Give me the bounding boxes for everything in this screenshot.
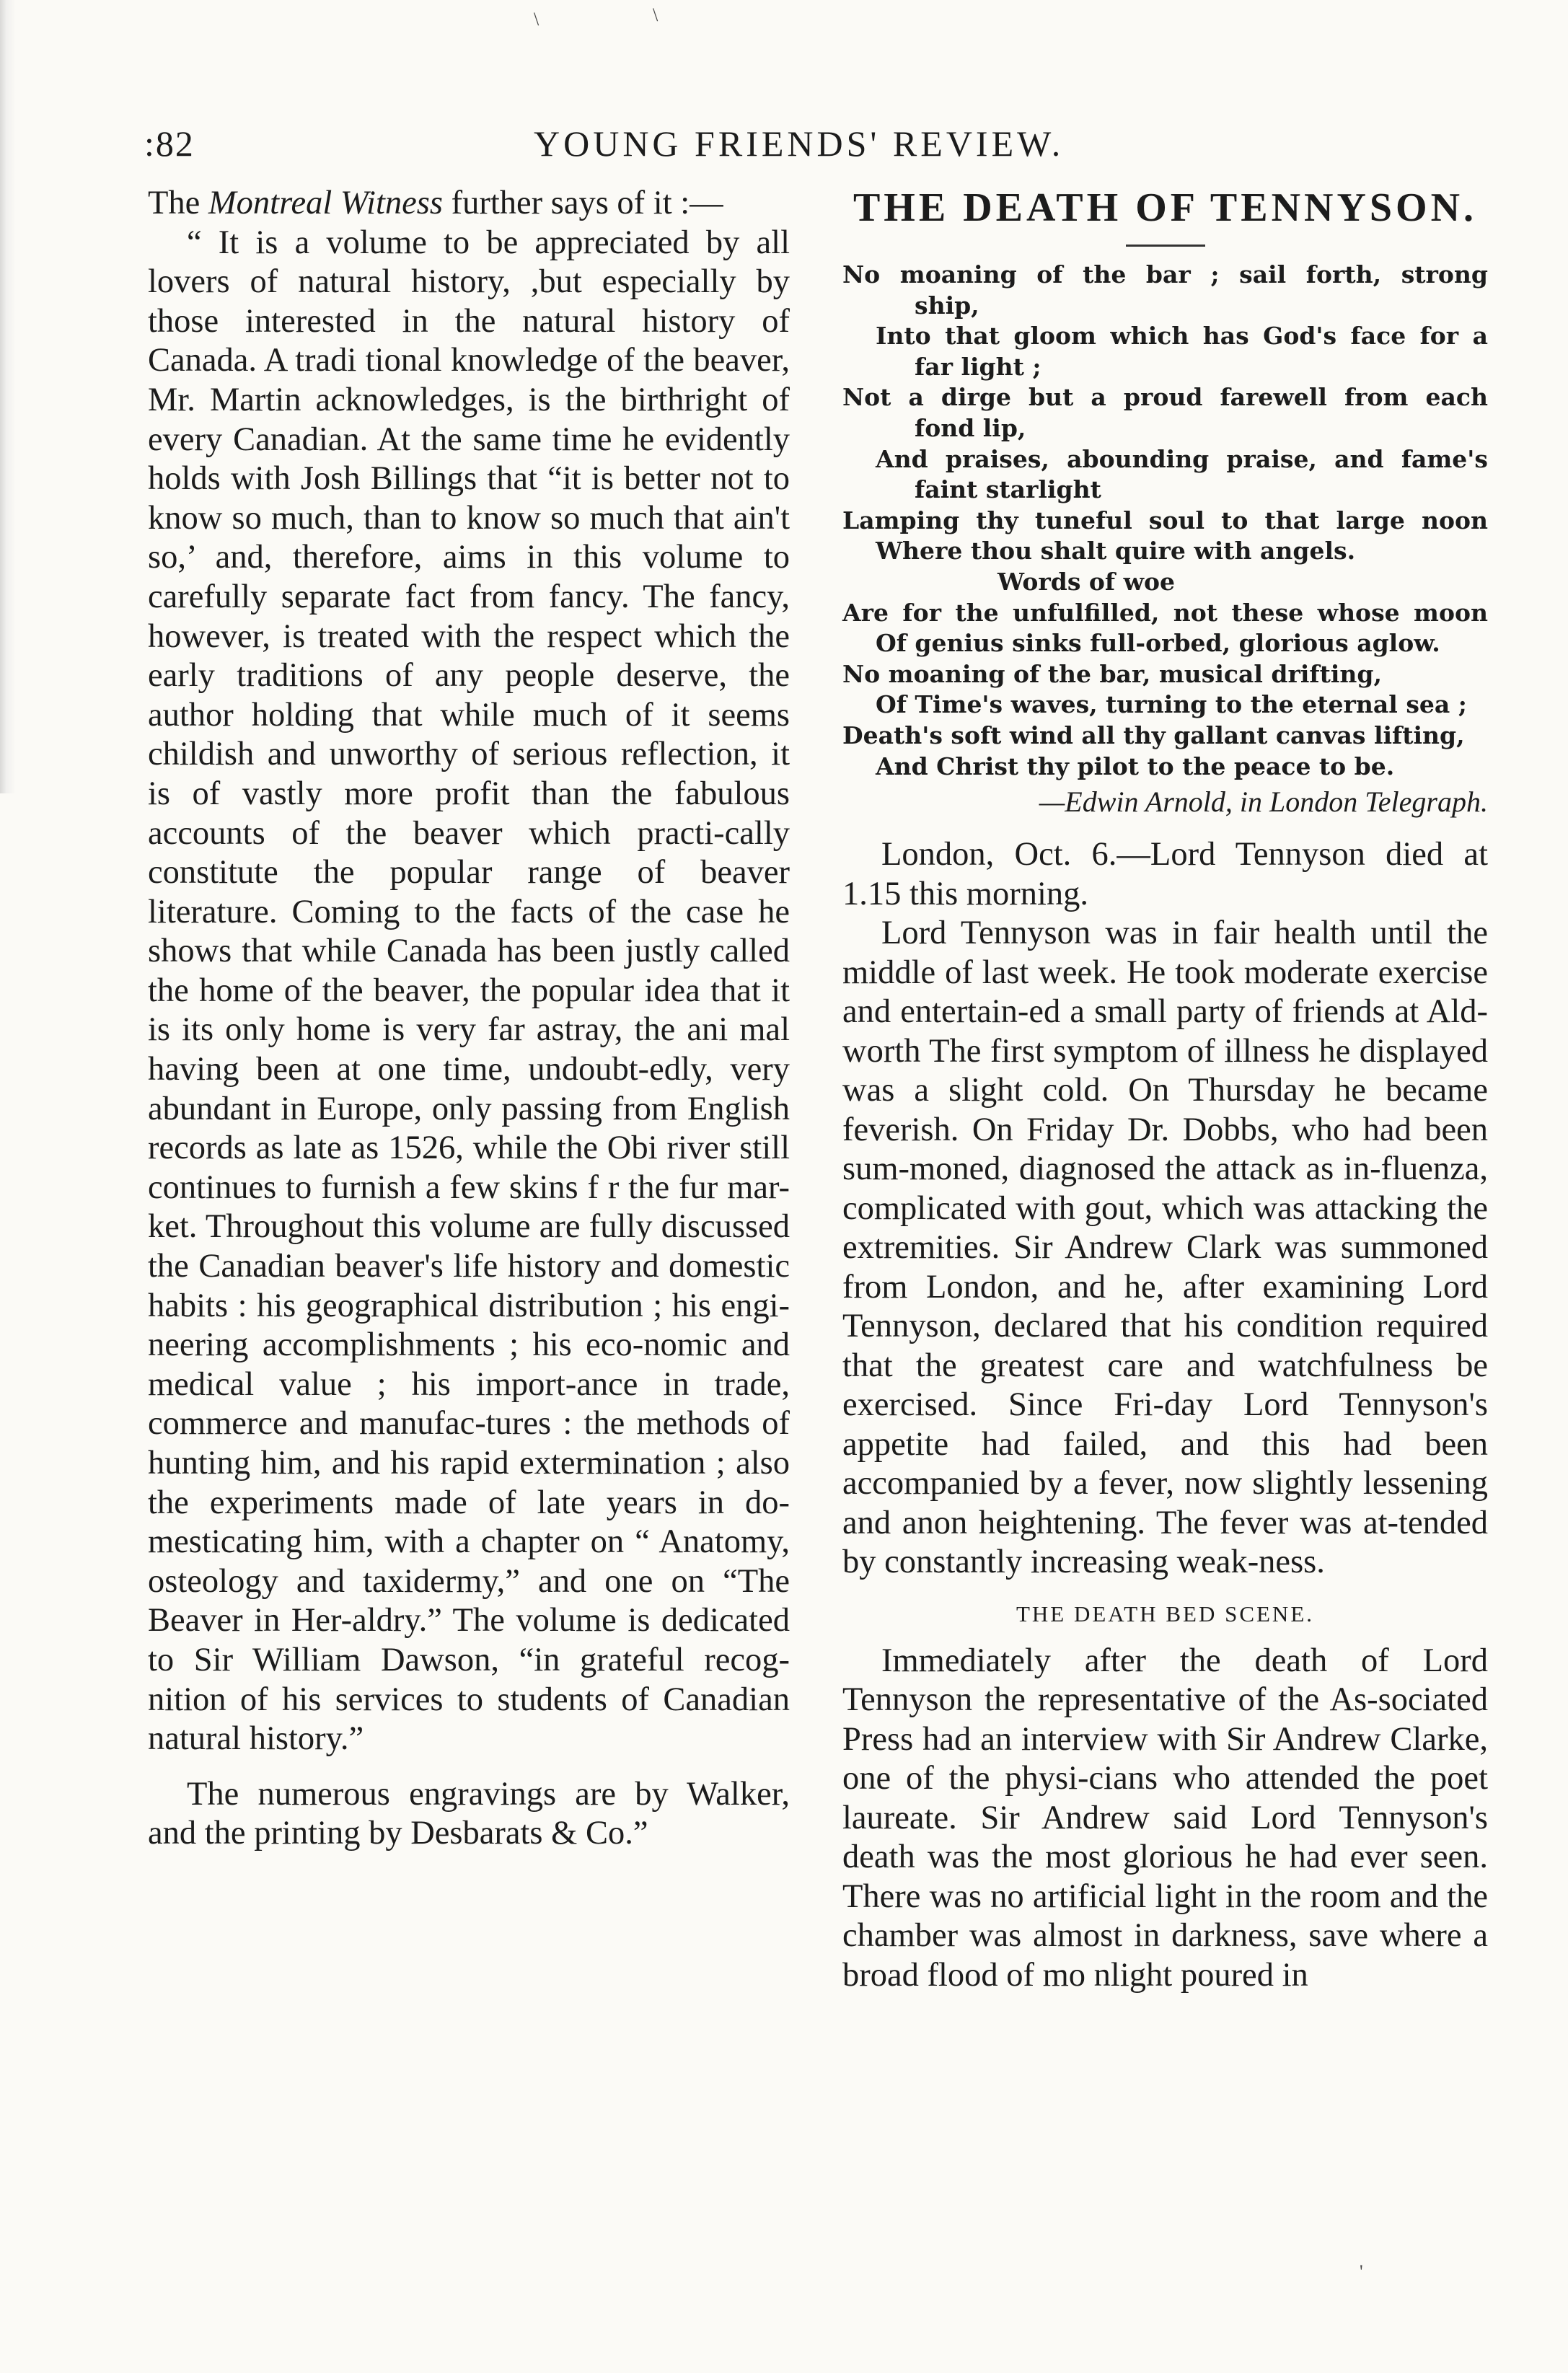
poem-line: And Christ thy pilot to the peace to be. [876, 752, 1395, 780]
poem-line: Of genius sinks full-orbed, glorious aglow. [876, 629, 1440, 658]
poem-line: fond lip, [915, 413, 1026, 442]
section-subheading: THE DEATH BED SCENE. [1016, 1601, 1315, 1626]
poem-line: Not a dirge but a proud farewell from each [842, 383, 1488, 412]
poem-line: ship, [915, 291, 979, 320]
article-title: THE DEATH OF TENNYSON. [853, 185, 1478, 230]
poem-line: faint starlight [915, 475, 1101, 504]
newspaper-name: Montreal Witness [208, 185, 443, 221]
poem-line: Death's soft wind all thy gallant canvas lifting, [842, 721, 1465, 749]
page-number: :82 [144, 123, 195, 164]
poem-line: And praises, abounding praise, and fame's [876, 444, 1488, 473]
poem-line: far light ; [915, 352, 1041, 381]
poem-attribution: —Edwin Arnold, in London Telegraph. [1039, 785, 1488, 819]
review-quote-paragraph: “ It is a volume to be appreciated by all lovers of natural history, ,but especially by those interested in the natural history of Canada. A tradi tional knowledge of the beaver, Mr. Martin acknowledges, is the birthright of every Canadian. At the same time he evidently holds with Josh Billings that “it is better not to know so much, than to know so much that ain't so,’ and, therefore, aims in this volume to carefully separate fact from fancy. The fancy, however, is treated with the respect which the early traditions of any people deserve, the author holding that while much of it seems childish and unworthy of serious reflection, it is of vastly more profit than the fabulous accounts of the beaver which practi-cally constitute the popular range of beaver literature. Coming to the facts of the case he shows that while Canada has been justly called the home of the beaver, the popular idea that it is its only home is very far astray, the ani mal having been at one time, undoubt-edly, very abundant in Europe, only passing from English records as late as 1526, while the Obi river still continues to furnish a few skins f r the fur mar-ket. Throughout this volume are fully discussed the Canadian beaver's life history and domestic habits : his geographical distribution ; his engi-neering accomplishments ; his eco-nomic and medical value ; his import-ance in trade, commerce and manufac-tures : the methods of hunting him, and his rapid extermination ; also the experiments made of late years in do-mesticating him, with a chapter on “ Anatomy, osteology and taxidermy,” and one on “The Beaver in Her-aldry.” The volume is dedicated to Sir William Dawson, “in grateful recog-nition of his services to students of Canadian natural history.” [148, 224, 790, 1758]
scan-speck: \ [653, 4, 659, 25]
poem-line: Of Time's waves, turning to the eternal sea ; [876, 690, 1467, 719]
title-rule [1126, 245, 1205, 247]
news-paragraph-2: Lord Tennyson was in fair health until the middle of last week. He took moderate exercise and entertain-ed a small party of friends at Ald-worth The first symptom of illness he displayed was a slight cold. On Thursday he became feverish. On Friday Dr. Dobbs, who had been sum-moned, diagnosed the attack as in-fluenza, complicated with gout, which was attacking the extremities. Sir Andrew Clark was summoned from London, and he, after examining Lord Tennyson, declared that his condition required that the greatest care and watchfulness be exercised. Since Fri-day Lord Tennyson's appetite had failed, and this had been accompanied by a fever, now slightly lessening and anon heightening. The fever was at-tended by constantly increasing weak-ness. [842, 915, 1488, 1581]
poem-line: Lamping thy tuneful soul to that large noon [842, 506, 1488, 534]
news-paragraph-3: Immediately after the death of Lord Tennyson the representative of the As-sociated Press had an interview with Sir Andrew Clarke, one of the physi-cians who attended the poet laureate. Sir Andrew said Lord Tennyson's death was the most glorious he had ever seen. There was no artificial light in the room and the chamber was almost in darkness, save where a broad flood of mo nlight poured in [842, 1642, 1488, 1994]
scan-edge-shadow [0, 0, 16, 793]
poem-line: Are for the unfulfilled, not these whose moon [842, 598, 1488, 627]
poem-line: Into that gloom which has God's face for a [876, 322, 1488, 351]
right-column [842, 184, 1488, 1995]
poem [842, 260, 1488, 782]
scan-speck: ' [1360, 2261, 1363, 2282]
news-paragraph-1: London, Oct. 6.—Lord Tennyson died at 1.15 this morning. [842, 836, 1488, 912]
poem-line: Words of woe [997, 567, 1176, 596]
scan-speck: \ [534, 9, 539, 30]
running-title: YOUNG FRIENDS' REVIEW. [534, 123, 1065, 164]
poem-line: No moaning of the bar, musical drifting, [842, 659, 1382, 688]
intro-suffix: further says of it :— [442, 185, 723, 221]
intro-prefix: The [148, 185, 208, 221]
review-intro [148, 184, 790, 224]
poem-line: No moaning of the bar ; sail forth, strong [842, 260, 1488, 289]
poem-line: Where thou shalt quire with angels. [876, 537, 1356, 565]
page-header [144, 123, 1500, 173]
left-column [148, 184, 790, 1854]
review-closing-paragraph: The numerous engravings are by Walker, and the printing by Desbarats & Co.” [148, 1775, 790, 1852]
